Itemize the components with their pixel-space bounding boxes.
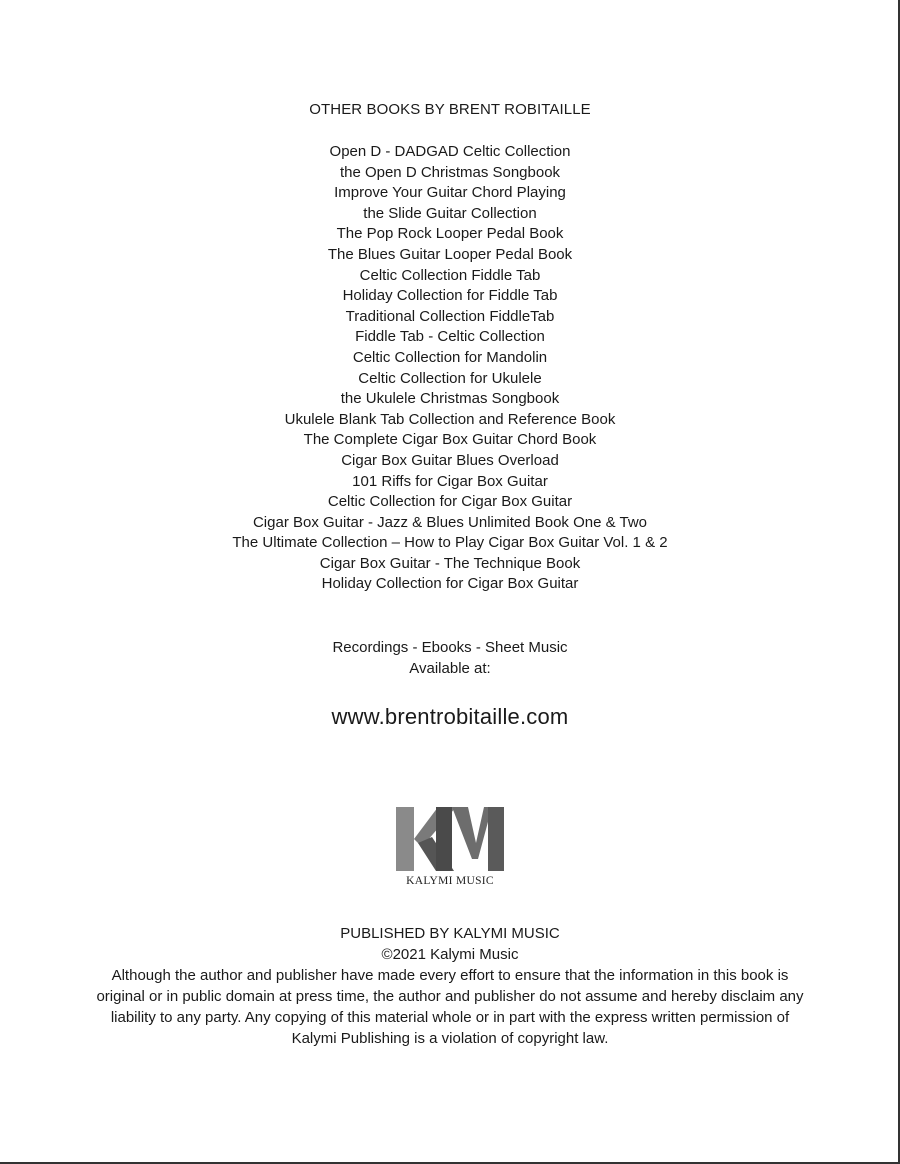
book-title: Traditional Collection FiddleTab: [345, 307, 555, 325]
book-title: Celtic Collection for Mandolin: [352, 348, 548, 366]
book-title: Celtic Collection Fiddle Tab: [359, 266, 541, 284]
book-title: The Ultimate Collection – How to Play Cigar Box Guitar Vol. 1 & 2: [232, 534, 668, 552]
book-title: Fiddle Tab - Celtic Collection: [355, 328, 545, 346]
book-title: Cigar Box Guitar Blues Overload: [341, 451, 559, 469]
book-title: Ukulele Blank Tab Collection and Reference Book: [284, 410, 616, 428]
availability-formats: Recordings - Ebooks - Sheet Music: [332, 639, 568, 656]
disclaimer-text: Although the author and publisher have made every effort to ensure that the information in this book is original or in public domain at press time, the author and publisher do not assume and hereby disclaim any liability to any party. Any copying of this material whole or in part with the express written permission of Kalymi Publishing is a violation of copyright law.: [96, 967, 804, 1047]
logo-m-right-stem: [488, 807, 504, 871]
logo-m-left-stem: [436, 807, 452, 871]
book-title: the Slide Guitar Collection: [363, 204, 537, 222]
book-title: Celtic Collection for Ukulele: [358, 369, 542, 387]
book-title: Celtic Collection for Cigar Box Guitar: [327, 493, 573, 511]
logo-k-stem: [396, 807, 414, 871]
book-title: The Blues Guitar Looper Pedal Book: [327, 245, 573, 263]
book-title: Cigar Box Guitar - Jazz & Blues Unlimited Book One & Two: [252, 513, 648, 531]
availability-block: [0, 637, 900, 679]
book-list: [0, 142, 900, 595]
availability-label: Available at:: [409, 660, 491, 677]
logo-wordmark: KALYMI MUSIC: [406, 875, 494, 887]
logo-m-middle: [452, 807, 492, 859]
copyright-line: ©2021 Kalymi Music: [381, 946, 519, 963]
other-books-heading: OTHER BOOKS BY BRENT ROBITAILLE: [309, 101, 591, 118]
book-title: Cigar Box Guitar - The Technique Book: [319, 554, 581, 572]
website-url: www.brentrobitaille.com: [331, 704, 569, 729]
book-title: The Pop Rock Looper Pedal Book: [336, 225, 564, 243]
book-title: Holiday Collection for Fiddle Tab: [342, 287, 558, 305]
book-title: Improve Your Guitar Chord Playing: [334, 184, 566, 202]
publisher-line: PUBLISHED BY KALYMI MUSIC: [340, 925, 560, 942]
publisher-block: [0, 923, 900, 965]
book-title: 101 Riffs for Cigar Box Guitar: [352, 472, 548, 490]
book-title: the Open D Christmas Songbook: [339, 163, 561, 181]
book-title: The Complete Cigar Box Guitar Chord Book: [303, 431, 597, 449]
book-title: the Ukulele Christmas Songbook: [340, 390, 560, 408]
book-title: Holiday Collection for Cigar Box Guitar: [321, 575, 579, 593]
book-title: Open D - DADGAD Celtic Collection: [329, 143, 571, 160]
